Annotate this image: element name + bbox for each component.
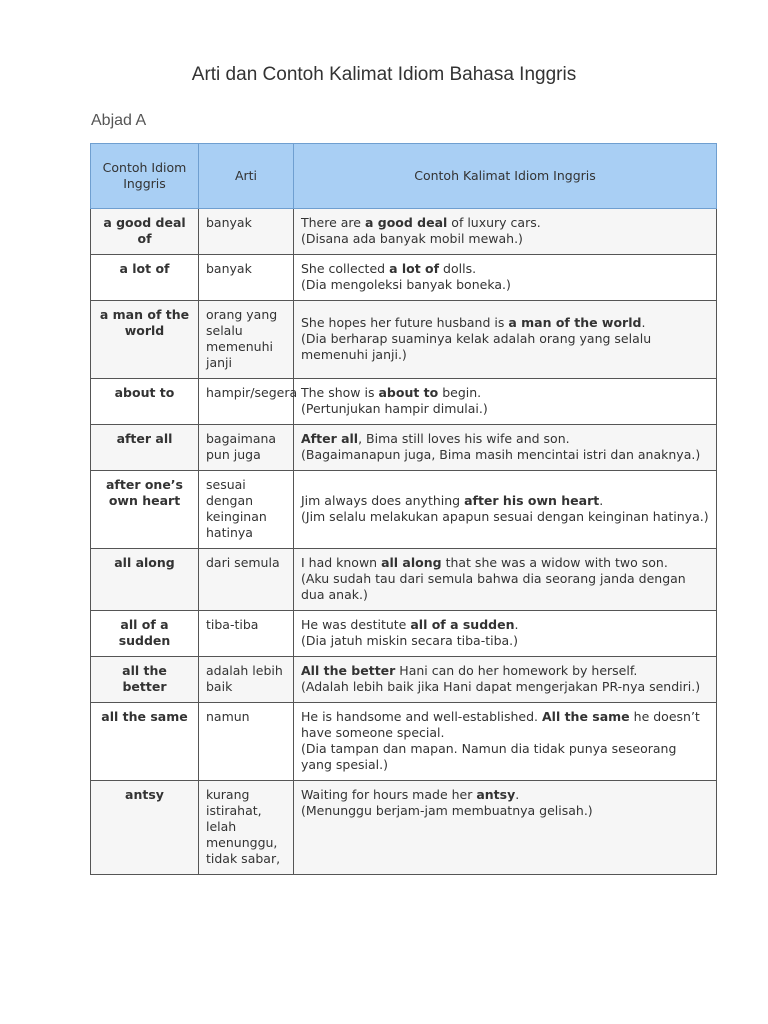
idiom-cell: a lot of: [91, 255, 199, 301]
idiom-table: [90, 143, 717, 875]
example-translation: (Adalah lebih baik jika Hani dapat mengerjakan PR-nya sendiri.): [301, 679, 701, 694]
example-sentence: [301, 315, 709, 331]
example-translation: (Bagaimanapun juga, Bima masih mencintai istri dan anaknya.): [301, 447, 701, 462]
table-row: [91, 209, 717, 255]
sentence-text: .: [515, 787, 520, 802]
header-meaning: Arti: [199, 144, 294, 209]
table-row: [91, 425, 717, 471]
idiom-highlight: All the same: [541, 709, 630, 724]
meaning-cell: kurang istirahat, lelah menunggu, tidak sabar,: [199, 781, 294, 875]
idiom-highlight: after his own heart: [464, 493, 600, 508]
example-translation: (Disana ada banyak mobil mewah.): [301, 231, 523, 246]
idiom-cell: a good deal of: [91, 209, 199, 255]
sentence-text: I had known: [301, 555, 382, 570]
example-cell: [294, 549, 717, 611]
idiom-highlight: a lot of: [389, 261, 440, 276]
idiom-highlight: All the better: [301, 663, 396, 678]
sentence-text: She collected: [301, 261, 390, 276]
sentence-text: that she was a widow with two son.: [441, 555, 668, 570]
idiom-cell: all along: [91, 549, 199, 611]
idiom-cell: after one’s own heart: [91, 471, 199, 549]
table-row: [91, 471, 717, 549]
meaning-cell: banyak: [199, 255, 294, 301]
example-sentence: [301, 215, 709, 231]
meaning-cell: adalah lebih baik: [199, 657, 294, 703]
header-example: Contoh Kalimat Idiom Inggris: [294, 144, 717, 209]
example-cell: [294, 471, 717, 549]
meaning-cell: namun: [199, 703, 294, 781]
example-cell: [294, 657, 717, 703]
example-translation: (Menunggu berjam-jam membuatnya gelisah.): [301, 803, 593, 818]
meaning-cell: sesuai dengan keinginan hatinya: [199, 471, 294, 549]
example-sentence: [301, 555, 709, 571]
idiom-highlight: a man of the world: [508, 315, 642, 330]
example-cell: [294, 703, 717, 781]
example-sentence: [301, 617, 709, 633]
idiom-highlight: antsy: [476, 787, 516, 802]
sentence-text: There are: [301, 215, 365, 230]
idiom-highlight: a good deal: [364, 215, 448, 230]
sentence-text: Jim always does anything: [301, 493, 465, 508]
document-title: Arti dan Contoh Kalimat Idiom Bahasa Inggris: [191, 64, 577, 85]
idiom-highlight: about to: [378, 385, 439, 400]
idiom-cell: all the same: [91, 703, 199, 781]
example-sentence: [301, 261, 709, 277]
example-sentence: [301, 493, 709, 509]
meaning-cell: bagaimana pun juga: [199, 425, 294, 471]
sentence-text: The show is: [301, 385, 379, 400]
idiom-highlight: all of a sudden: [410, 617, 515, 632]
example-sentence: [301, 385, 709, 401]
example-sentence: [301, 709, 709, 741]
example-cell: [294, 301, 717, 379]
sentence-text: begin.: [438, 385, 482, 400]
sentence-text: .: [641, 315, 646, 330]
example-translation: (Dia tampan dan mapan. Namun dia tidak punya seseorang yang spesial.): [301, 741, 677, 772]
idiom-cell: after all: [91, 425, 199, 471]
table-row: [91, 657, 717, 703]
table-row: [91, 611, 717, 657]
meaning-cell: dari semula: [199, 549, 294, 611]
meaning-cell: banyak: [199, 209, 294, 255]
meaning-cell: hampir/segera: [199, 379, 294, 425]
example-translation: (Jim selalu melakukan apapun sesuai dengan keinginan hatinya.): [301, 509, 709, 524]
meaning-cell: tiba-tiba: [199, 611, 294, 657]
table-row: [91, 781, 717, 875]
sentence-text: dolls.: [439, 261, 477, 276]
table-row: [91, 379, 717, 425]
meaning-cell: orang yang selalu memenuhi janji: [199, 301, 294, 379]
example-translation: (Dia jatuh miskin secara tiba-tiba.): [301, 633, 519, 648]
sentence-text: She hopes her future husband is: [301, 315, 509, 330]
sentence-text: he doesn’t have someone special.: [301, 709, 700, 740]
example-cell: [294, 425, 717, 471]
idiom-highlight: all along: [381, 555, 442, 570]
table-row: [91, 549, 717, 611]
example-sentence: [301, 663, 709, 679]
section-heading: Abjad A: [91, 112, 147, 129]
sentence-text: , Bima still loves his wife and son.: [358, 431, 570, 446]
idiom-cell: all the better: [91, 657, 199, 703]
idiom-highlight: After all: [301, 431, 359, 446]
sentence-text: He was destitute: [301, 617, 411, 632]
example-cell: [294, 255, 717, 301]
sentence-text: He is handsome and well-established.: [301, 709, 542, 724]
sentence-text: .: [599, 493, 604, 508]
example-translation: (Pertunjukan hampir dimulai.): [301, 401, 488, 416]
table-row: [91, 703, 717, 781]
example-cell: [294, 209, 717, 255]
idiom-cell: all of a sudden: [91, 611, 199, 657]
example-cell: [294, 379, 717, 425]
header-idiom: Contoh Idiom Inggris: [91, 144, 199, 209]
example-cell: [294, 611, 717, 657]
idiom-cell: about to: [91, 379, 199, 425]
table-row: [91, 255, 717, 301]
example-sentence: [301, 431, 709, 447]
sentence-text: of luxury cars.: [447, 215, 541, 230]
idiom-cell: a man of the world: [91, 301, 199, 379]
example-translation: (Dia berharap suaminya kelak adalah orang yang selalu memenuhi janji.): [301, 331, 652, 362]
example-sentence: [301, 787, 709, 803]
sentence-text: .: [514, 617, 519, 632]
example-cell: [294, 781, 717, 875]
sentence-text: Hani can do her homework by herself.: [395, 663, 638, 678]
example-translation: (Aku sudah tau dari semula bahwa dia seorang janda dengan dua anak.): [301, 571, 686, 602]
table-header-row: [91, 144, 717, 209]
example-translation: (Dia mengoleksi banyak boneka.): [301, 277, 511, 292]
sentence-text: Waiting for hours made her: [301, 787, 477, 802]
idiom-cell: antsy: [91, 781, 199, 875]
table-row: [91, 301, 717, 379]
